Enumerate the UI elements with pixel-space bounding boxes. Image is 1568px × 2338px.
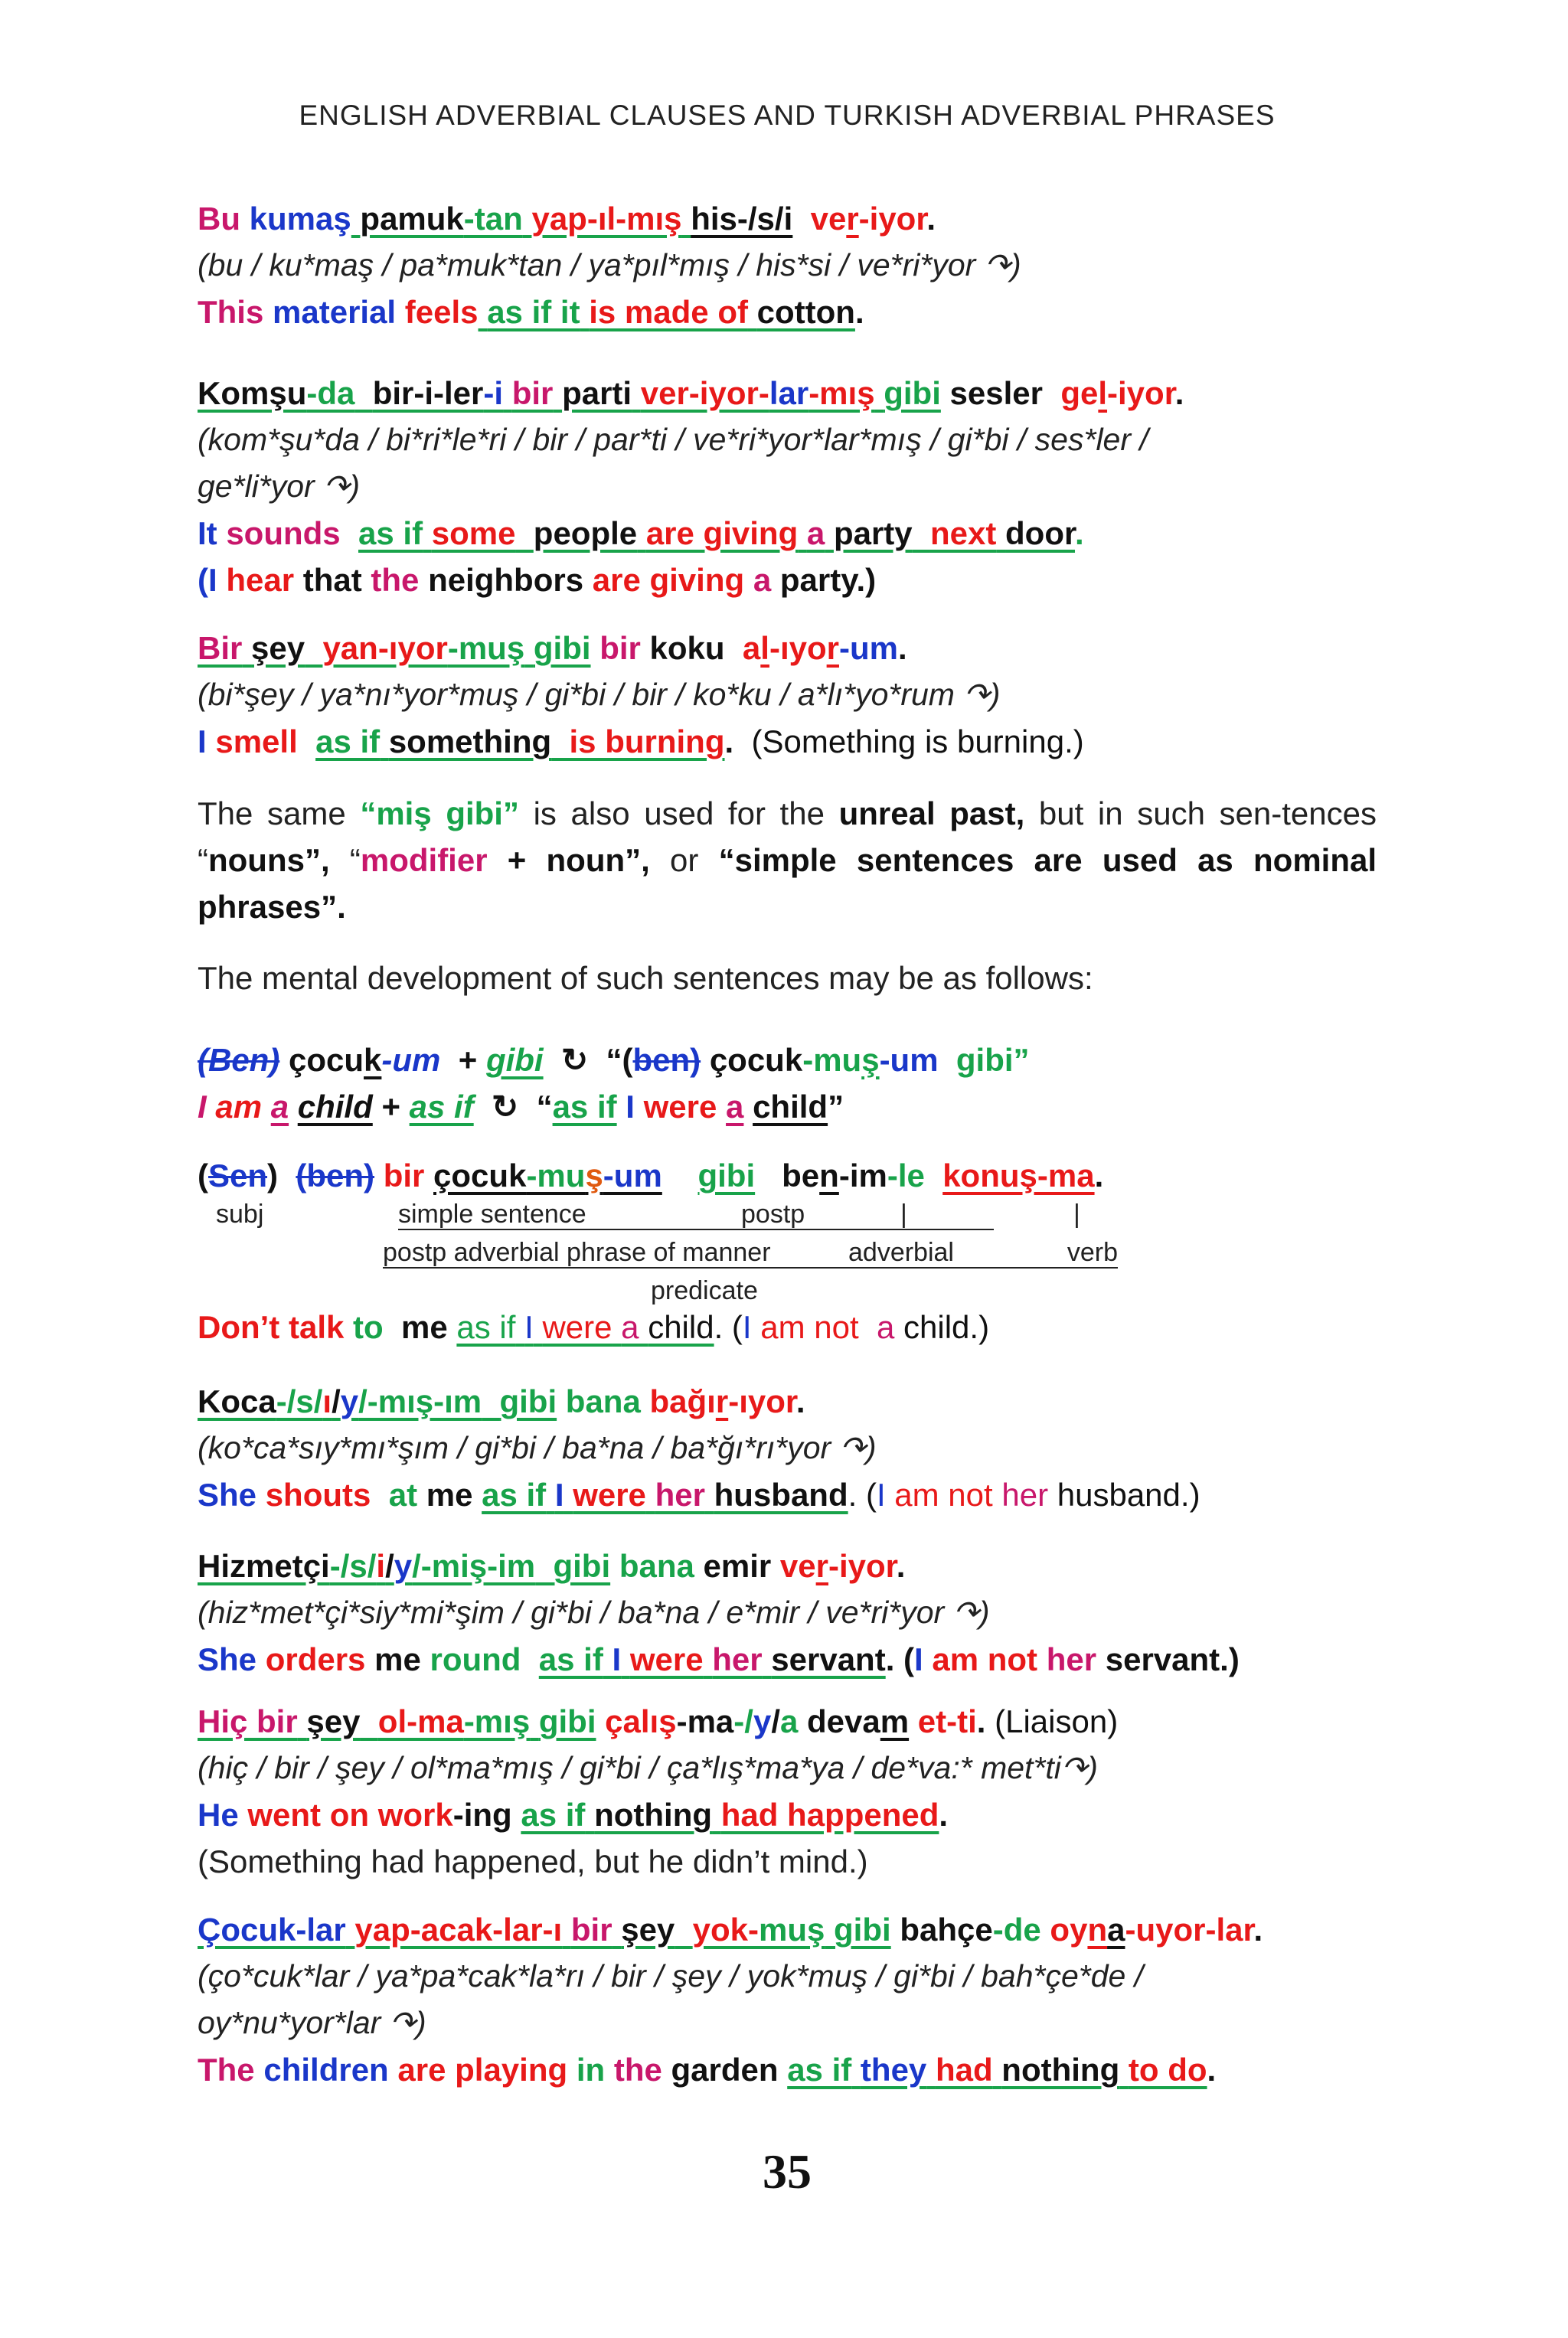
development-sentence: (Sen) (ben) bir çocuk-muş-um gibi ben-im-le konuş-ma.: [198, 1158, 1104, 1193]
pronunciation-cont: ge*li*yor ↷): [198, 469, 361, 504]
pronunciation: (hiç / bir / şey / ol*ma*mış / gi*bi / ça*lış*ma*ya / de*va:* met*ti↷): [198, 1750, 1098, 1785]
pronunciation-cont: oy*nu*yor*lar ↷): [198, 2005, 426, 2040]
english-sentence: He went on work-ing as if nothing had happened.: [198, 1797, 949, 1833]
example-1: [198, 195, 1377, 335]
pronunciation: (ço*cuk*lar / ya*pa*cak*la*rı / bir / şey / yok*muş / gi*bi / bah*çe*de /: [198, 1958, 1144, 1994]
example-6: [198, 1698, 1377, 1885]
example-5: [198, 1543, 1377, 1683]
label-adverbial-phrase: postp adverbial phrase of manner: [383, 1238, 994, 1269]
english-paraphrase: (I hear that the neighbors are giving a party.): [198, 562, 877, 598]
page-number: 35: [763, 2144, 812, 2199]
pronunciation: (bu / ku*maş / pa*muk*tan / ya*pıl*mış / his*si / ve*ri*yor ↷): [198, 247, 1021, 282]
running-header: ENGLISH ADVERBIAL CLAUSES AND TURKISH ADVERBIAL PHRASES: [299, 100, 1276, 131]
separator-bar: |: [1073, 1200, 1080, 1229]
english-sentence: This material feels as if it is made of cotton.: [198, 294, 864, 330]
separator-bar: |: [900, 1200, 907, 1229]
english-sentence: The children are playing in the garden as if they had nothing to do.: [198, 2052, 1217, 2088]
pronunciation: (bi*şey / ya*nı*yor*muş / gi*bi / bir / ko*ku / a*lı*yo*rum ↷): [198, 677, 1001, 712]
english-sentence: She shouts at me as if I were her husband. (I am not her husband.): [198, 1477, 1200, 1513]
label-adverbial: adverbial: [848, 1238, 954, 1267]
label-verb: verb: [971, 1238, 1118, 1269]
turkish-sentence: Bir şey yan-ıyor-muş gibi bir koku al-ıyor-um.: [198, 630, 907, 666]
pronunciation: (hiz*met*çi*siy*mi*şim / gi*bi / ba*na / e*mir / ve*ri*yor ↷): [198, 1595, 990, 1630]
development-intro: The mental development of such sentences may be as follows:: [198, 960, 1093, 996]
development-english: I am a child + as if ↻ “as if I were a child”: [198, 1089, 844, 1125]
pronunciation: (kom*şu*da / bi*ri*le*ri / bir / par*ti / ve*ri*yor*lar*mış / gi*bi / ses*ler /: [198, 422, 1148, 457]
turkish-sentence: Hizmetçi-/s/i/y/-miş-im gibi bana emir ver-iyor.: [198, 1548, 906, 1584]
english-sentence: Don’t talk to me as if I were a child. (I am not a child.): [198, 1309, 990, 1345]
label-subj: subj: [216, 1200, 264, 1229]
turkish-sentence: Hiç bir şey ol-ma-mış gibi çalış-ma-/y/a devam et-ti. (Liaison): [198, 1703, 1119, 1739]
explanation-paragraph: The same “miş gibi” is also used for the unreal past, but in such sen-tences “nouns”, “modifier + noun”, or “simple sentences are used as nominal phrases”.: [198, 795, 1377, 925]
english-sentence: I smell as if something is burning. (Something is burning.): [198, 723, 1084, 759]
example-3: [198, 625, 1377, 765]
turkish-sentence: Bu kumaş pamuk-tan yap-ıl-mış his-/s/i ver-iyor.: [198, 201, 936, 237]
english-sentence: It sounds as if some people are giving a party next door.: [198, 515, 1084, 551]
example-7: [198, 1906, 1377, 2093]
development-1: [198, 1037, 1377, 1130]
english-sentence: She orders me round as if I were her servant. (I am not her servant.): [198, 1641, 1240, 1677]
label-postp: postp: [741, 1200, 994, 1230]
example-4: [198, 1378, 1377, 1518]
development-turkish: (Ben) çocuk-um + gibi ↻ “(ben) çocuk-muş-um gibi”: [198, 1042, 1030, 1078]
development-2-english: [198, 1304, 1377, 1350]
pronunciation: (ko*ca*sıy*mı*şım / gi*bi / ba*na / ba*ğı*rı*yor ↷): [198, 1430, 877, 1465]
label-simple-sentence: simple sentence: [398, 1200, 741, 1230]
turkish-sentence: Çocuk-lar yap-acak-lar-ı bir şey yok-muş gibi bahçe-de oyna-uyor-lar.: [198, 1912, 1263, 1948]
note: (Something had happened, but he didn’t mind.): [198, 1843, 868, 1879]
label-predicate: predicate: [651, 1276, 758, 1305]
turkish-sentence: Komşu-da bir-i-ler-i bir parti ver-iyor-lar-mış gibi sesler gel-iyor.: [198, 375, 1184, 411]
turkish-sentence: Koca-/s/ı/y/-mış-ım gibi bana bağır-ıyor.: [198, 1383, 805, 1419]
example-2: [198, 370, 1377, 603]
